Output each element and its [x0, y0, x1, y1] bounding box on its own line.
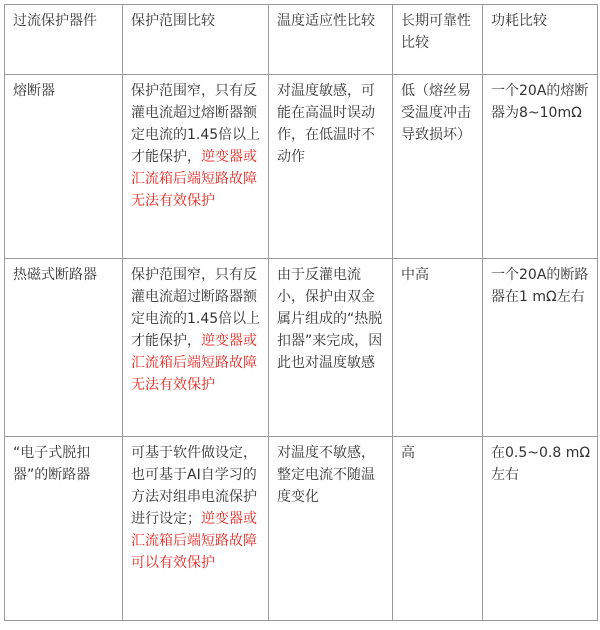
- cell-temperature: 对温度敏感，可能在高温时误动作，在低温时不动作: [269, 75, 393, 259]
- cell-device: “电子式脱扣器”的断路器: [5, 437, 123, 621]
- range-highlight-text: 逆变器或汇流箱后端短路故障无法有效保护: [131, 333, 257, 393]
- cell-power: 一个20A的断路器在1 mΩ左右: [483, 259, 598, 437]
- cell-protection-range: [123, 259, 269, 437]
- cell-reliability: 高: [393, 437, 483, 621]
- cell-temperature: 由于反灌电流小，保护由双金属片组成的“热脱扣器”来完成，因此也对温度敏感: [269, 259, 393, 437]
- cell-protection-range: [123, 437, 269, 621]
- header-power: 功耗比较: [483, 5, 598, 75]
- table-row: [5, 437, 598, 621]
- table-header-row: [5, 5, 598, 75]
- cell-device: 热磁式断路器: [5, 259, 123, 437]
- table-row: [5, 259, 598, 437]
- cell-temperature: 对温度不敏感，整定电流不随温度变化: [269, 437, 393, 621]
- cell-power: 在0.5~0.8 mΩ左右: [483, 437, 598, 621]
- cell-protection-range: [123, 75, 269, 259]
- cell-power: 一个20A的熔断器为8~10mΩ: [483, 75, 598, 259]
- cell-device: 熔断器: [5, 75, 123, 259]
- header-temperature: 温度适应性比较: [269, 5, 393, 75]
- header-protection-range: 保护范围比较: [123, 5, 269, 75]
- range-text: 保护范围窄，只有反灌电流超过断路器额定电流的1.45倍以上才能保护，: [131, 267, 261, 349]
- range-highlight-text: 逆变器或汇流箱后端短路故障可以有效保护: [131, 511, 257, 571]
- table-row: [5, 75, 598, 259]
- range-highlight-text: 逆变器或汇流箱后端短路故障无法有效保护: [131, 149, 257, 209]
- header-reliability: 长期可靠性比较: [393, 5, 483, 75]
- comparison-table: [4, 4, 598, 621]
- cell-reliability: 低（熔丝易受温度冲击导致损坏）: [393, 75, 483, 259]
- header-device: 过流保护器件: [5, 5, 123, 75]
- range-text: 可基于软件做设定，也可基于AI自学习的方法对组串电流保护进行设定；: [131, 445, 257, 527]
- cell-reliability: 中高: [393, 259, 483, 437]
- range-text: 保护范围窄，只有反灌电流超过熔断器额定电流的1.45倍以上才能保护，: [131, 83, 261, 165]
